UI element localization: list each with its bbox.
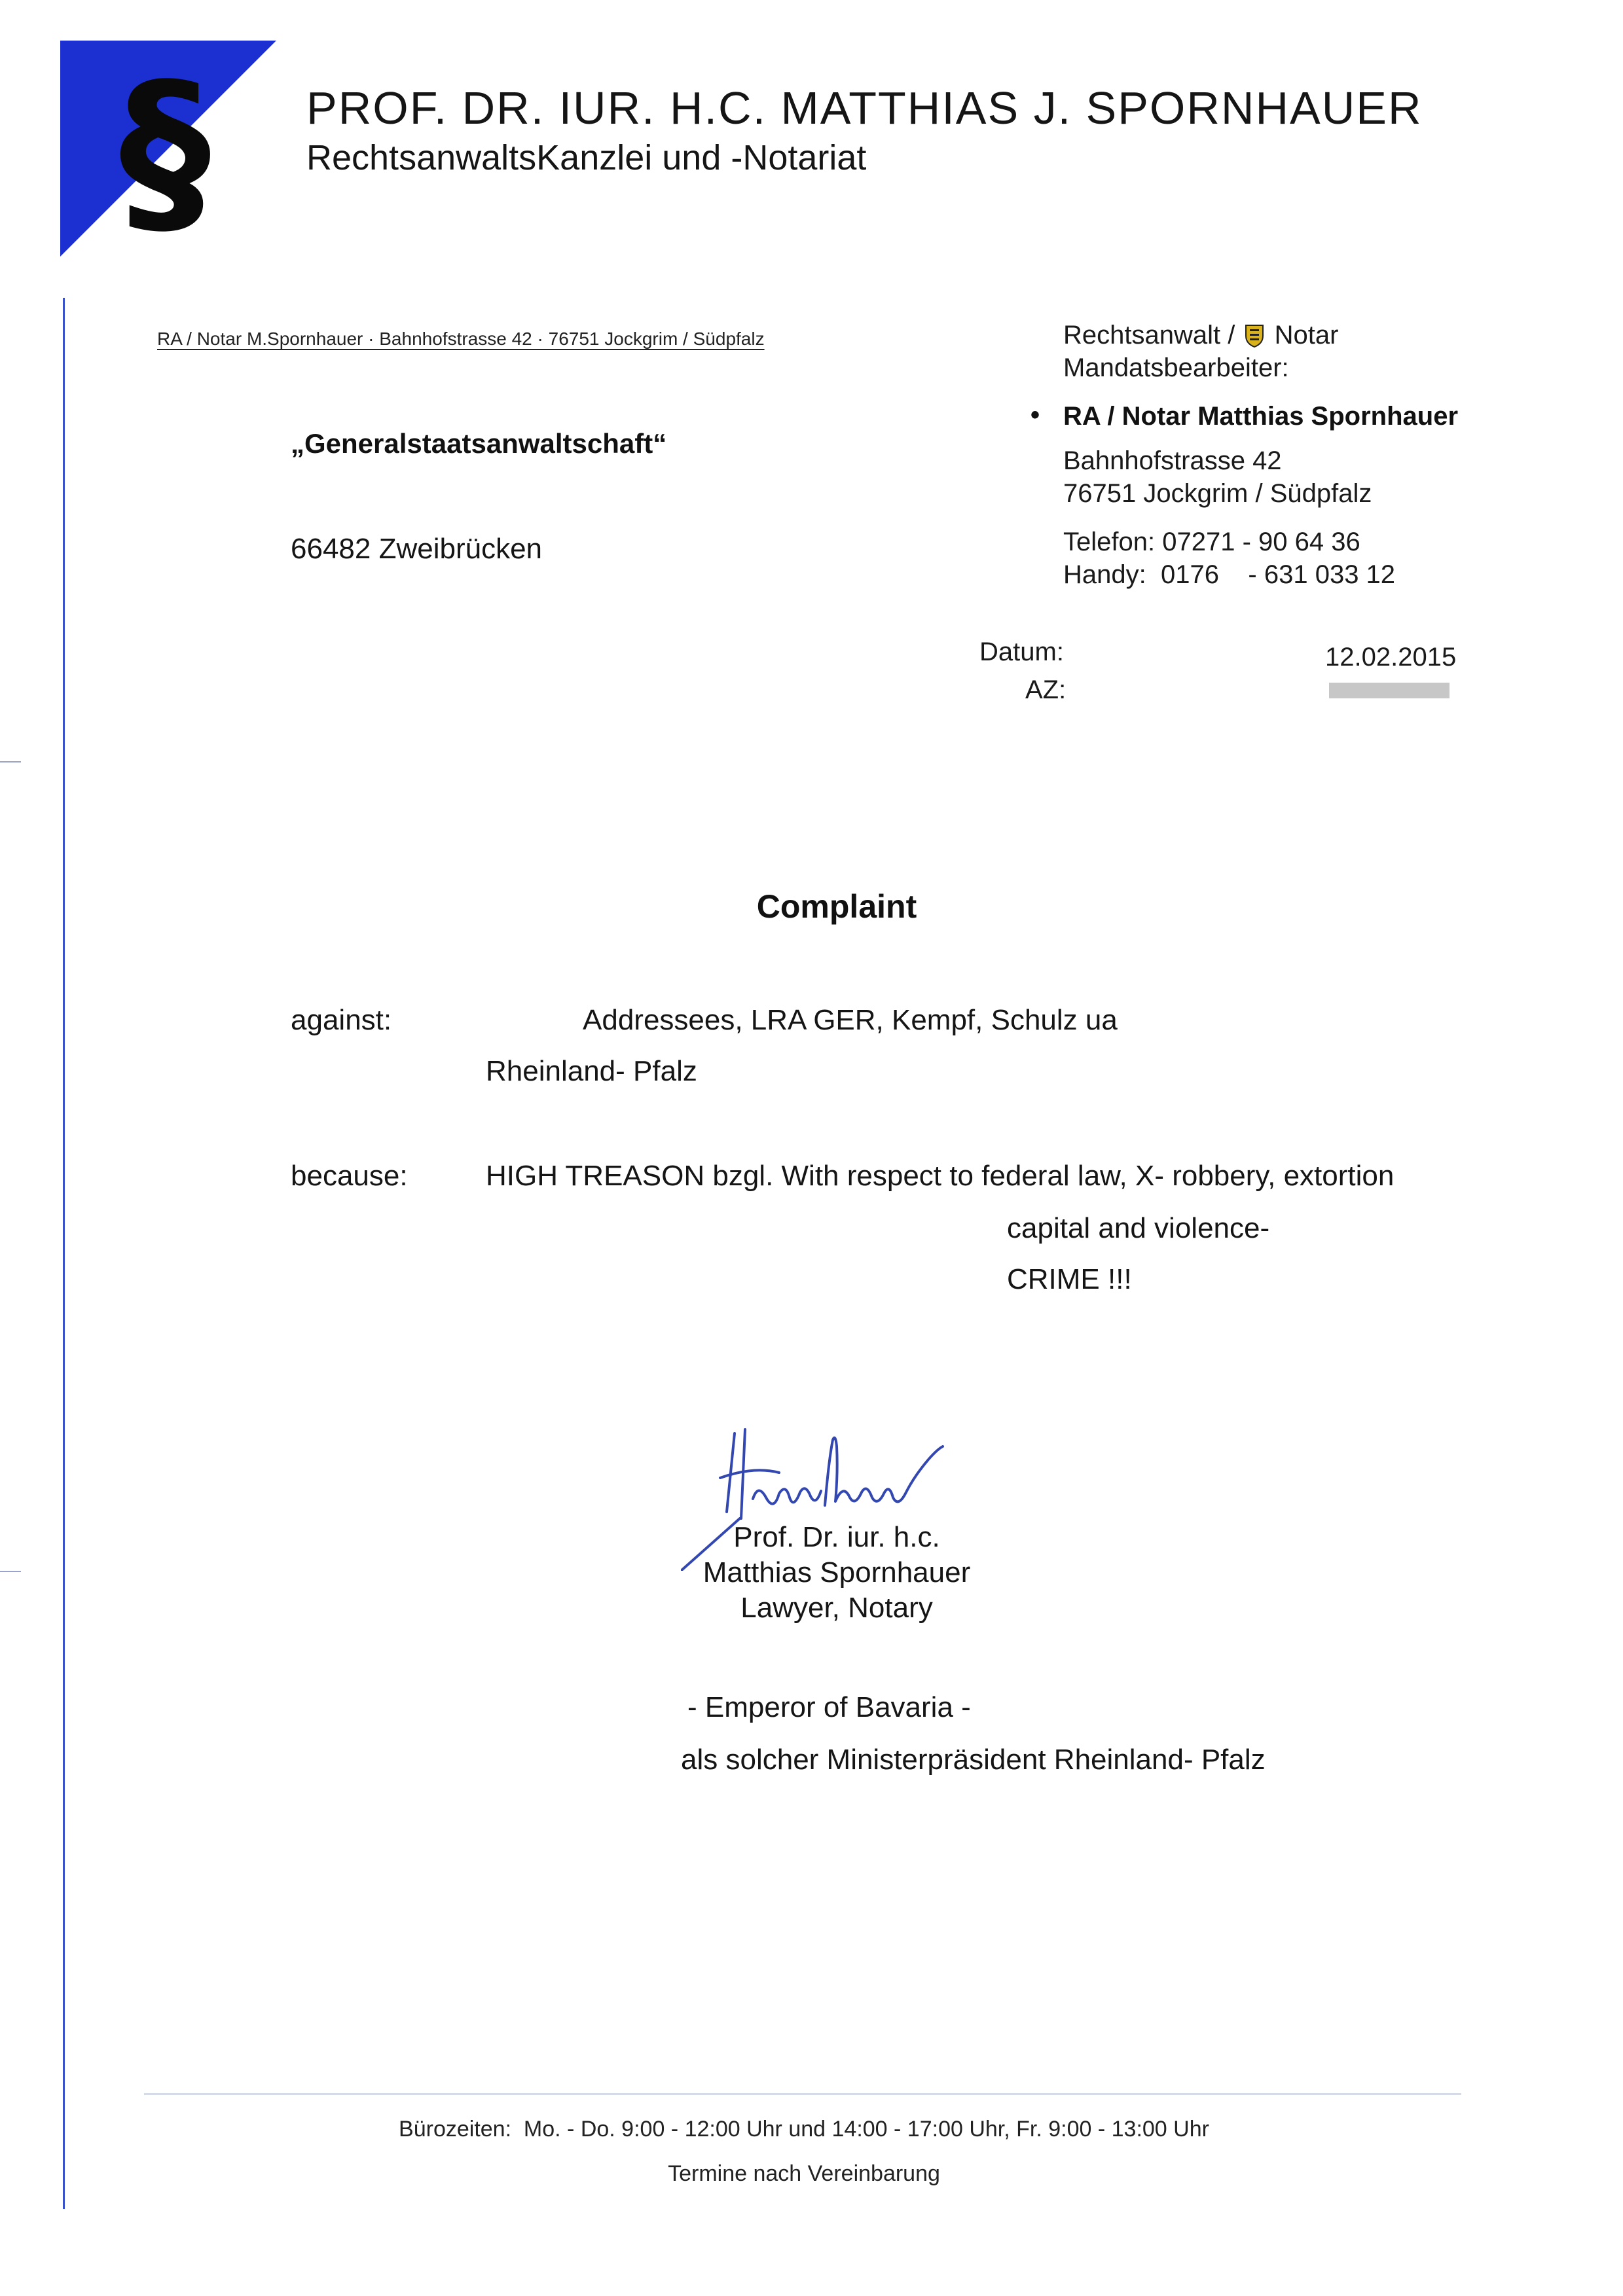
letterhead-subtitle: RechtsanwaltsKanzlei und -Notariat bbox=[306, 138, 867, 177]
against-line-2: Rheinland- Pfalz bbox=[486, 1055, 697, 1087]
logo-symbol: § bbox=[119, 45, 211, 257]
coat-of-arms-icon bbox=[1245, 323, 1264, 348]
paragraph-logo-icon bbox=[60, 41, 276, 257]
date-label: Datum: bbox=[979, 637, 1064, 666]
sender-street: Bahnhofstrasse 42 bbox=[1063, 446, 1282, 475]
signer-extra-title-2: als solcher Ministerpräsident Rheinland- Pfalz bbox=[681, 1744, 1266, 1776]
signer-role: Lawyer, Notary bbox=[740, 1592, 933, 1624]
recipient-city: 66482 Zweibrücken bbox=[291, 533, 543, 565]
against-label: against: bbox=[291, 1004, 392, 1036]
signer-name: Matthias Spornhauer bbox=[702, 1556, 971, 1588]
office-hours: Bürozeiten: Mo. - Do. 9:00 - 12:00 Uhr und 14:00 - 17:00 Uhr, Fr. 9:00 - 13:00 Uhr bbox=[399, 2117, 1209, 2142]
fold-mark bbox=[0, 761, 21, 762]
phone-number: 07271 - 90 64 36 bbox=[1162, 528, 1360, 556]
margin-line bbox=[63, 298, 65, 2209]
return-address: RA / Notar M.Spornhauer · Bahnhofstrasse 42 · 76751 Jockgrim / Südpfalz bbox=[157, 329, 765, 349]
mobile-row bbox=[1063, 560, 1395, 590]
footer-divider bbox=[144, 2093, 1461, 2095]
letterhead-name: PROF. DR. IUR. H.C. MATTHIAS J. SPORNHAUER bbox=[306, 82, 1423, 134]
role-prefix: Rechtsanwalt / bbox=[1063, 321, 1235, 350]
because-line-3: CRIME !!! bbox=[1007, 1263, 1132, 1295]
sender-role bbox=[1063, 321, 1338, 350]
document-title: Complaint bbox=[756, 888, 917, 925]
signer-extra-title-1: - Emperor of Bavaria - bbox=[687, 1691, 971, 1723]
role-suffix: Notar bbox=[1274, 321, 1339, 350]
recipient-name: „Generalstaatsanwaltschaft“ bbox=[291, 428, 667, 459]
phone-row bbox=[1063, 528, 1360, 557]
handler-label: Mandatsbearbeiter: bbox=[1063, 353, 1289, 382]
fold-mark bbox=[0, 1571, 21, 1572]
signer-title: Prof. Dr. iur. h.c. bbox=[733, 1521, 940, 1553]
because-label: because: bbox=[291, 1160, 408, 1192]
against-line-1: Addressees, LRA GER, Kempf, Schulz ua bbox=[583, 1004, 1118, 1036]
sender-city: 76751 Jockgrim / Südpfalz bbox=[1063, 479, 1372, 508]
phone-label: Telefon: bbox=[1063, 528, 1156, 556]
mobile-number: 0176 - 631 033 12 bbox=[1160, 560, 1396, 589]
appointments-note: Termine nach Vereinbarung bbox=[668, 2161, 940, 2186]
because-line-1: HIGH TREASON bzgl. With respect to federal law, X- robbery, extortion bbox=[486, 1160, 1395, 1192]
date-value: 12.02.2015 bbox=[1325, 643, 1457, 672]
az-redacted-box bbox=[1329, 683, 1450, 698]
mobile-label: Handy: bbox=[1063, 560, 1146, 589]
handler-name: RA / Notar Matthias Spornhauer bbox=[1063, 402, 1459, 431]
handler-bullet: • bbox=[1030, 401, 1040, 429]
az-label: AZ: bbox=[1025, 675, 1067, 704]
because-line-2: capital and violence- bbox=[1007, 1212, 1270, 1244]
